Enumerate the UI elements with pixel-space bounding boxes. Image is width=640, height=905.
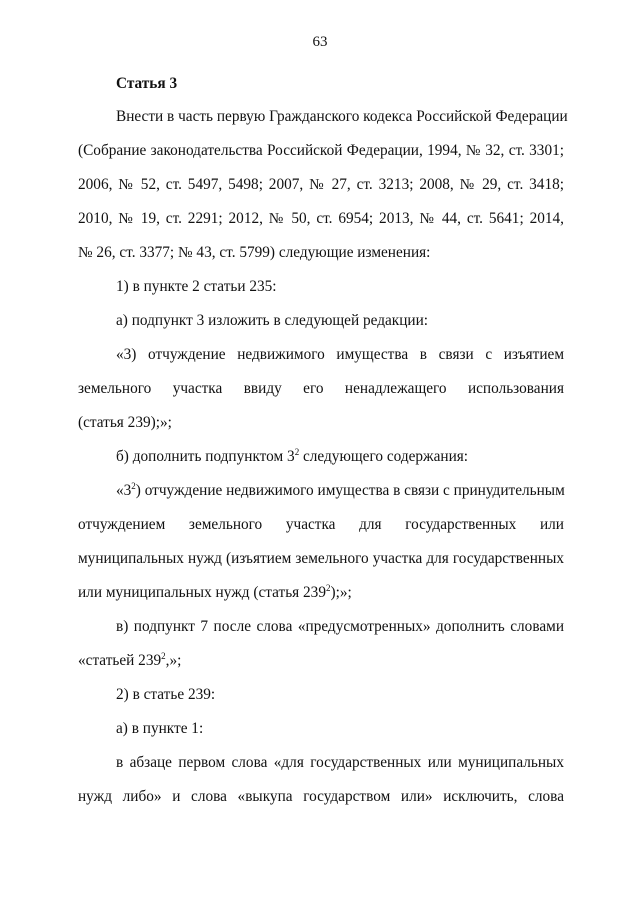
paragraph-line: (Собрание законодательства Российской Федерации, 1994, № 32, ст. 3301; bbox=[78, 142, 564, 159]
text-part: ) отчуждение недвижимого имущества в связи с принудительным bbox=[135, 482, 565, 499]
text-part: ,»; bbox=[165, 652, 182, 669]
superscript: 2 bbox=[294, 447, 300, 457]
page-number: 63 bbox=[312, 34, 328, 50]
list-item: а) подпункт 3 изложить в следующей редакции: bbox=[116, 312, 429, 329]
list-item: а) в пункте 1: bbox=[116, 720, 204, 737]
text-part: «3 bbox=[116, 482, 132, 499]
superscript: 2 bbox=[325, 583, 331, 593]
paragraph-line: Внести в часть первую Гражданского кодекса Российской Федерации bbox=[116, 108, 568, 125]
superscript: 2 bbox=[161, 651, 166, 661]
quoted-line: «3) отчуждение недвижимого имущества в связи с изъятием bbox=[116, 346, 564, 363]
list-item bbox=[116, 447, 564, 467]
list-item: 2) в статье 239: bbox=[116, 686, 216, 703]
paragraph-line: 2010, № 19, ст. 2291; 2012, № 50, ст. 6954; 2013, № 44, ст. 5641; 2014, bbox=[78, 210, 564, 227]
superscript: 2 bbox=[131, 481, 136, 491]
text-part: следующего содержания: bbox=[299, 448, 469, 465]
quoted-line bbox=[78, 583, 564, 603]
article-heading: Статья 3 bbox=[116, 75, 178, 92]
quoted-line: отчуждением земельного участка для государственных или bbox=[78, 516, 564, 533]
paragraph-line: в абзаце первом слова «для государственных или муниципальных bbox=[116, 754, 564, 771]
paragraph-line: № 26, ст. 3377; № 43, ст. 5799) следующие изменения: bbox=[78, 244, 431, 261]
text-part: б) дополнить подпунктом 3 bbox=[116, 448, 295, 465]
quoted-line: (статья 239);»; bbox=[78, 414, 172, 431]
paragraph-line: 2006, № 52, ст. 5497, 5498; 2007, № 27, ст. 3213; 2008, № 29, ст. 3418; bbox=[78, 176, 564, 193]
list-item: в) подпункт 7 после слова «предусмотренных» дополнить словами bbox=[116, 618, 564, 635]
quoted-line bbox=[116, 481, 564, 501]
quoted-line: земельного участка ввиду его ненадлежащего использования bbox=[78, 380, 564, 397]
quoted-line: муниципальных нужд (изъятием земельного участка для государственных bbox=[78, 550, 564, 567]
paragraph-line bbox=[78, 651, 564, 671]
list-item: 1) в пункте 2 статьи 235: bbox=[116, 278, 277, 295]
text-part: );»; bbox=[330, 584, 352, 601]
text-part: «статьей 239 bbox=[78, 652, 162, 669]
text-part: или муниципальных нужд (статья 239 bbox=[78, 584, 326, 601]
paragraph-line: нужд либо» и слова «выкупа государством или» исключить, слова bbox=[78, 788, 564, 805]
